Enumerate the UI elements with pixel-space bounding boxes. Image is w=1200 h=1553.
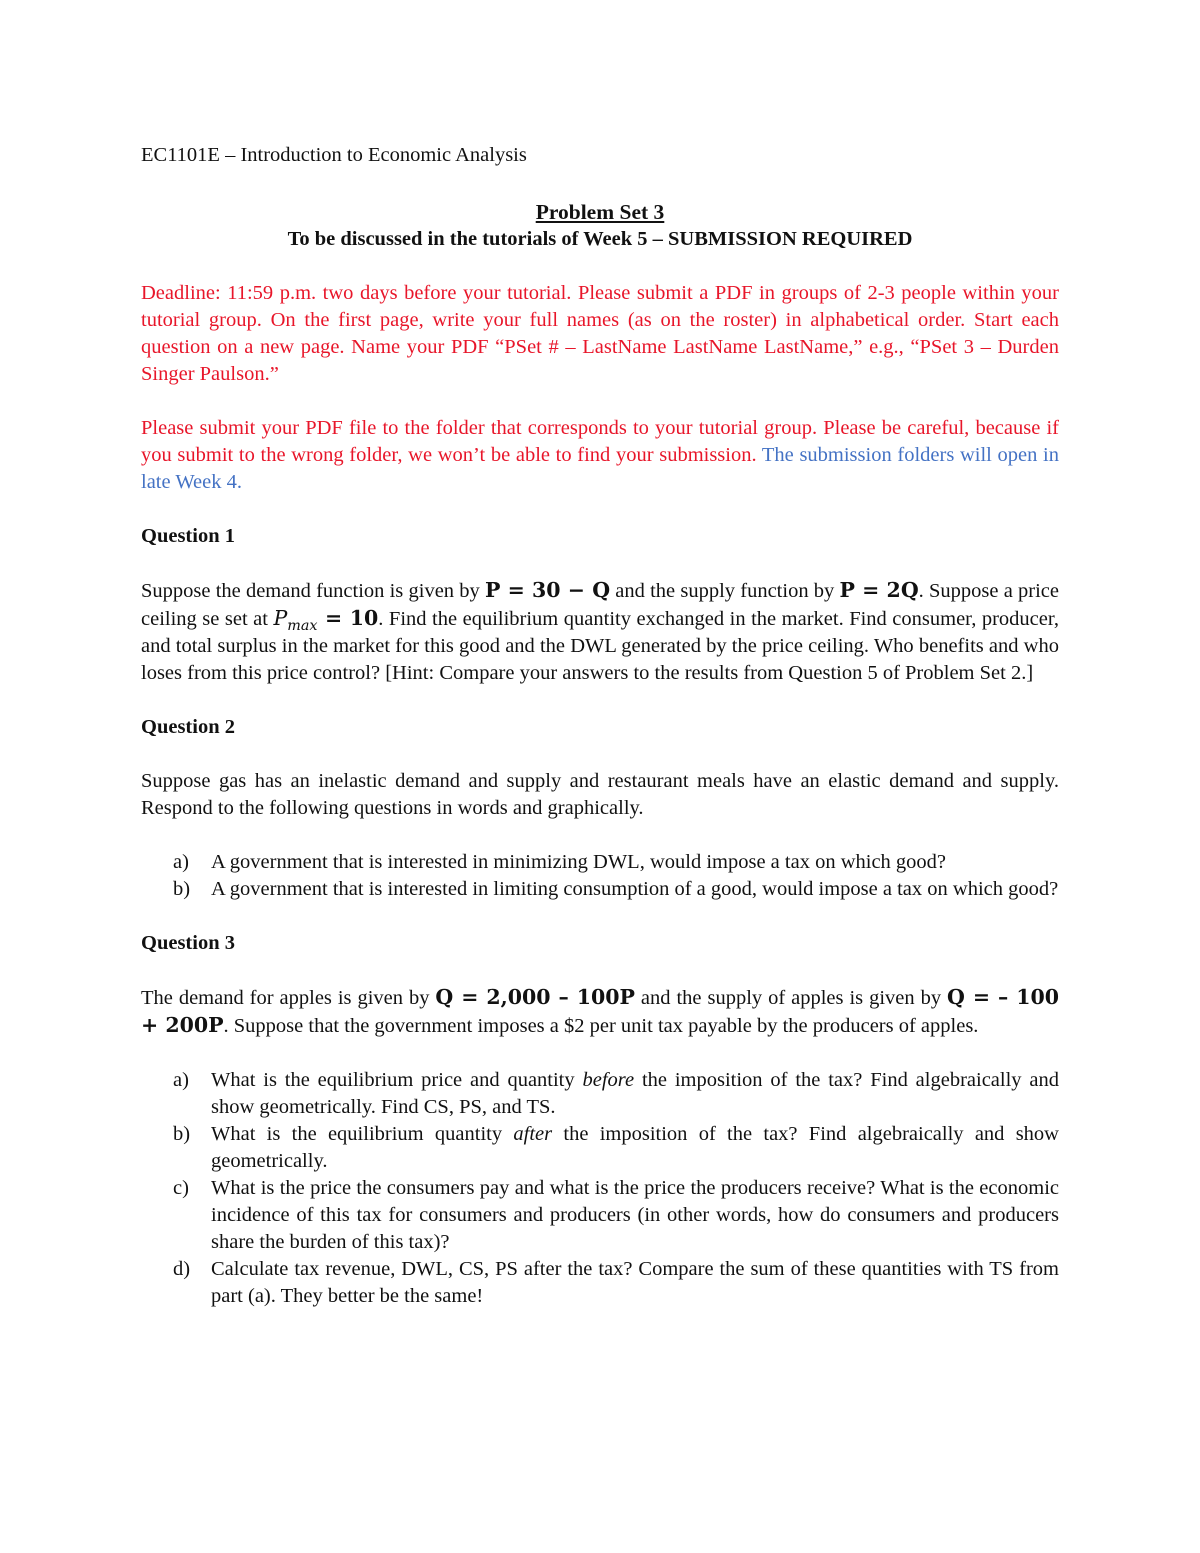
list-item-text: A government that is interested in limiting consumption of a good, would impose a tax on which good? [211,878,1059,900]
list-item-text: A government that is interested in minimizing DWL, would impose a tax on which good? [211,851,947,873]
list-marker: a) [173,1069,189,1091]
question-3-heading: Question 3 [141,932,235,954]
q3d-text: Calculate tax revenue, DWL, CS, PS after the tax? Compare the sum of these quantities with TS from part (a). They better be the same! [211,1258,1059,1307]
list-marker: a) [173,851,189,873]
q3b-text-2: the imposition of the tax? Find algebraically and show geometrically. [211,1123,1059,1172]
q1-supply-equation: P = 2Q [839,578,919,602]
question-3-list [141,1067,1059,1310]
course-title: EC1101E – Introduction to Economic Analysis [141,144,527,166]
q3b-text-1: What is the equilibrium quantity [211,1123,514,1145]
submission-folders-note: The submission folders will open in late Week 4. [141,444,1059,493]
problem-set-subtitle: To be discussed in the tutorials of Week 5 – SUBMISSION REQUIRED [287,228,913,250]
list-item [141,1121,1059,1175]
q3-demand-equation: Q = 2,000 – 100P [435,985,635,1009]
q1-price-ceiling-equation [273,606,379,635]
q1-text-1: Suppose the demand function is given by [141,580,485,602]
list-marker: c) [173,1177,189,1199]
document-page [141,142,1059,1310]
list-item [141,876,1059,903]
q3-supply-equation: Q = – 100 + 200P [141,985,1059,1037]
q1-pmax-base: P [273,606,288,630]
q1-text-2: and the supply function by [610,580,840,602]
q3a-emphasis: before [582,1069,635,1091]
list-item [141,849,1059,876]
list-marker: d) [173,1258,191,1280]
q3a-text-1: What is the equilibrium price and quantity [211,1069,583,1091]
q3c-text: What is the price the consumers pay and what is the price the producers receive? What is the economic incidence of this tax for consumers and producers (in other words, how do consumers and producers share the burden of this tax)? [211,1177,1059,1253]
list-marker: b) [173,1123,191,1145]
q3-text-1: The demand for apples is given by [141,987,436,1009]
question-2-list [141,849,1059,903]
q1-pmax-rest: = 10 [317,606,379,630]
list-item [141,1256,1059,1310]
q1-pmax-sub: max [287,618,318,635]
question-2-intro: Suppose gas has an inelastic demand and supply and restaurant meals have an elastic demand and supply. Respond to the following questions in words and graphically. [141,770,1059,819]
list-item [141,1067,1059,1121]
question-3-intro [141,984,1059,1040]
list-item [141,1175,1059,1256]
q3a-text-2: the imposition of the tax? Find algebraically and show geometrically. Find CS, PS, and TS. [211,1069,1059,1118]
q3-text-2: and the supply of apples is given by [634,987,948,1009]
q3-text-3: . Suppose that the government imposes a $2 per unit tax payable by the producers of apples. [223,1015,979,1037]
q1-text-4: . Find the equilibrium quantity exchanged in the market. Find consumer, producer, and total surplus in the market for this good and the DWL generated by the price ceiling. Who benefits and who loses from this price control? [Hint: Compare your answers to the results from Question 5 of Problem Set 2.] [141,608,1059,684]
q3b-emphasis: after [513,1123,553,1145]
list-marker: b) [173,878,191,900]
submission-instructions [141,415,1059,496]
problem-set-title: Problem Set 3 [535,200,665,224]
q1-demand-equation: P = 30 − Q [484,578,611,602]
question-1-text [141,577,1059,687]
submission-warning: Please submit your PDF file to the folder that corresponds to your tutorial group. Please be careful, because if you submit to the wrong folder, we won’t be able to find your submission. [141,417,1059,466]
q1-text-3: . Suppose a price ceiling se set at [141,580,1059,630]
deadline-instructions: Deadline: 11:59 p.m. two days before your tutorial. Please submit a PDF in groups of 2-3 people within your tutorial group. On the first page, write your full names (as on the roster) in alphabetical order. Start each question on a new page. Name your PDF “PSet # – LastName LastName LastName,” e.g., “PSet 3 – Durden Singer Paulson.” [141,282,1059,385]
question-1-heading: Question 1 [141,525,235,547]
question-2-heading: Question 2 [141,716,235,738]
